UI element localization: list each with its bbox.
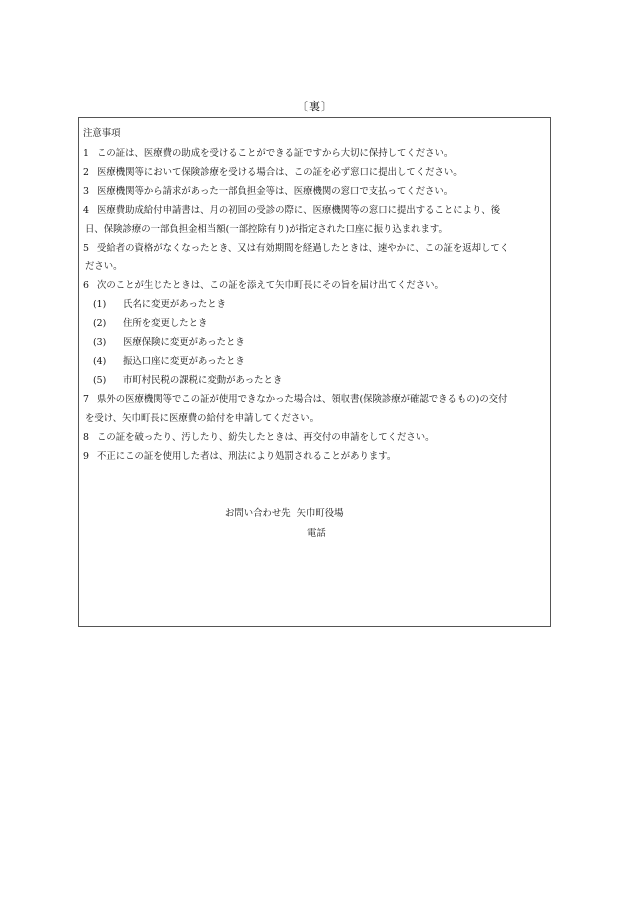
item-text: 県外の医療機関等でこの証が使用できなかった場合は、領収書(保険診療が確認できるもの)の交付 xyxy=(97,393,508,405)
subitem-text: 住所を変更したとき xyxy=(123,318,208,330)
contact-row xyxy=(225,504,344,524)
contact-organization: 矢巾町役場 xyxy=(296,508,344,519)
notice-subitem-2 xyxy=(83,315,546,334)
subitem-text: 市町村民税の課税に変動があったとき xyxy=(123,374,283,386)
item-text: 医療機関等から請求があった一部負担金等は、医療機関の窓口で支払ってください。 xyxy=(97,185,454,197)
notice-item-4-continued: 日、保険診療の一部負担金相当額(一部控除有り)が指定された口座に振り込まれます。 xyxy=(85,223,448,235)
subitem-number: (4) xyxy=(93,355,107,367)
subitem-number: (3) xyxy=(93,337,107,349)
subitem-text: 医療保険に変更があったとき xyxy=(123,337,245,349)
notice-item-7 xyxy=(83,391,546,410)
contact-phone-label: 電話 xyxy=(307,528,326,539)
item-text: 医療費助成給付申請書は、月の初回の受診の際に、医療機関等の窓口に提出することにより、後 xyxy=(97,204,501,216)
item-number: 8 xyxy=(83,431,89,443)
page-heading: 〔裏〕 xyxy=(297,100,333,113)
notice-item-4 xyxy=(83,202,546,221)
item-number: 3 xyxy=(83,185,89,197)
notice-item-8 xyxy=(83,429,546,448)
item-text: この証は、医療費の助成を受けることができる証ですから大切に保持してください。 xyxy=(97,148,454,159)
notice-subitem-3 xyxy=(83,334,546,353)
contact-label: お問い合わせ先 xyxy=(225,508,291,519)
item-number: 6 xyxy=(83,280,89,292)
item-number: 7 xyxy=(83,393,89,405)
notice-item-2 xyxy=(83,164,546,183)
item-number: 5 xyxy=(83,242,89,254)
subitem-text: 振込口座に変更があったとき xyxy=(123,355,245,367)
notice-item-1 xyxy=(83,145,546,164)
notice-title: 注意事項 xyxy=(83,128,121,139)
item-number: 1 xyxy=(83,148,89,159)
subitem-number: (2) xyxy=(93,318,107,330)
notice-item-5-continued: ださい。 xyxy=(85,261,123,273)
notice-item-9 xyxy=(83,448,546,467)
notice-item-6 xyxy=(83,277,546,296)
item-text: 次のことが生じたときは、この証を添えて矢巾町長にその旨を届け出てください。 xyxy=(97,280,444,292)
item-number: 4 xyxy=(83,204,89,216)
subitem-text: 氏名に変更があったとき xyxy=(123,299,227,311)
contact-block xyxy=(225,504,344,544)
item-text: この証を破ったり、汚したり、紛失したときは、再交付の申請をしてください。 xyxy=(97,431,435,443)
notice-item-5 xyxy=(83,240,546,259)
subitem-number: (5) xyxy=(93,374,107,386)
notice-subitem-1 xyxy=(83,296,546,315)
notice-box xyxy=(78,117,551,627)
notice-subitem-5 xyxy=(83,372,546,391)
item-text: 医療機関等において保険診療を受ける場合は、この証を必ず窓口に提出してください。 xyxy=(97,166,463,178)
item-number: 2 xyxy=(83,166,89,178)
item-text: 受給者の資格がなくなったとき、又は有効期間を経過したときは、速やかに、この証を返却してく xyxy=(97,242,510,254)
notice-subitem-4 xyxy=(83,353,546,372)
item-text: 不正にこの証を使用した者は、刑法により処罰されることがあります。 xyxy=(97,450,397,462)
notice-item-3 xyxy=(83,183,546,202)
item-number: 9 xyxy=(83,450,89,462)
notice-item-7-continued: を受け、矢巾町長に医療費の給付を申請してください。 xyxy=(85,412,320,424)
subitem-number: (1) xyxy=(93,299,107,311)
